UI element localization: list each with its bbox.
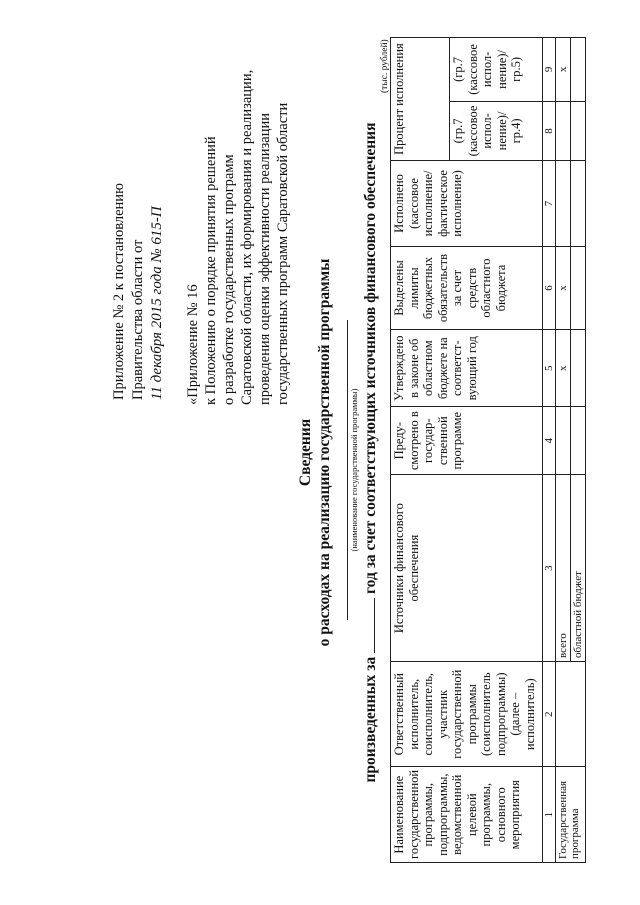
appendix-line-1: «Приложение № 16 (185, 284, 201, 405)
cell-empty (571, 330, 586, 407)
cell-empty (556, 407, 571, 475)
cell-empty (571, 246, 586, 329)
period-before-text: произведенных за (362, 656, 379, 783)
year-blank (360, 598, 375, 653)
approval-stamp (110, 70, 167, 400)
column-number: 2 (543, 661, 556, 766)
cell-empty (556, 101, 571, 160)
appendix-line-6: государственных программ Саратовской области (275, 102, 291, 405)
header-approved: Утверждено в законе об областном бюджете на соответст-вующий год (391, 330, 543, 407)
row-executor-cell (556, 661, 586, 766)
cell-empty (571, 407, 586, 475)
header-executor: Ответственный исполнитель, соисполнитель, участник государственной программы (соисполнитель подпрограммы) (далее – исполнитель) (391, 661, 543, 766)
period-line (360, 0, 380, 905)
row-program-name: Государственная программа (556, 767, 586, 863)
cell-x: x (556, 246, 571, 329)
header-name: Наименование государственной программы, подпрограммы, ведомственной целевой программы, основного мероприятия (391, 767, 543, 863)
header-limits: Выделены лимиты бюджетных обязательств за счет средств областного бюджета (391, 246, 543, 329)
column-number: 8 (543, 101, 556, 160)
title-block (296, 0, 334, 905)
column-number: 7 (543, 161, 556, 247)
appendix-line-2: к Положению о порядке принятия решений (203, 136, 219, 405)
table-header-row (391, 38, 450, 863)
cell-x: x (556, 38, 571, 102)
approval-line-3: 11 декабря 2015 года № 615-П (149, 206, 165, 400)
period-after-text: год за счет соответствующих источников финансового обеспечения (362, 122, 379, 594)
document-subtitle: о расходах на реализацию государственной программы (316, 258, 333, 647)
header-planned: Преду-смотрено в государ-ственной программе (391, 407, 543, 475)
header-percent-a: (гр.7 (кассовое испол-нение)/ гр.4) (450, 101, 543, 160)
program-name-line (347, 320, 348, 620)
column-number: 6 (543, 246, 556, 329)
document-title: Сведения (297, 418, 314, 487)
units-label: (тыс. рублей) (380, 39, 390, 93)
header-executed: Исполнено (кассовое исполнение/ фактическое исполнение) (391, 161, 543, 247)
cell-empty (571, 101, 586, 160)
cell-x: x (556, 330, 571, 407)
column-number: 9 (543, 38, 556, 102)
expenses-table (390, 37, 586, 863)
appendix-line-5: проведения оценки эффективности реализации (257, 113, 273, 405)
approval-line-1: Приложение № 2 к постановлению (111, 183, 127, 400)
cell-empty (571, 38, 586, 102)
header-percent-b: (гр.7 (кассовое испол-нение)/ гр.5) (450, 38, 543, 102)
appendix-heading (184, 5, 292, 405)
column-number: 3 (543, 475, 556, 662)
program-name-caption: (наименование государственной программы) (349, 388, 359, 552)
column-number: 4 (543, 407, 556, 475)
column-number-row (543, 38, 556, 863)
appendix-line-3: о разработке государственных программ (221, 154, 237, 405)
table-row (556, 38, 571, 863)
cell-empty (556, 161, 571, 247)
appendix-line-4: Саратовской области, их формирования и реализации, (239, 69, 255, 405)
row-source-total: всего (556, 475, 571, 662)
row-source-regional: областной бюджет (571, 475, 586, 662)
approval-line-2: Правительства области от (130, 239, 146, 400)
header-source: Источники финансового обеспечения (391, 475, 543, 662)
column-number: 5 (543, 330, 556, 407)
cell-empty (571, 161, 586, 247)
column-number: 1 (543, 767, 556, 863)
header-percent: Процент исполнения (391, 38, 450, 161)
